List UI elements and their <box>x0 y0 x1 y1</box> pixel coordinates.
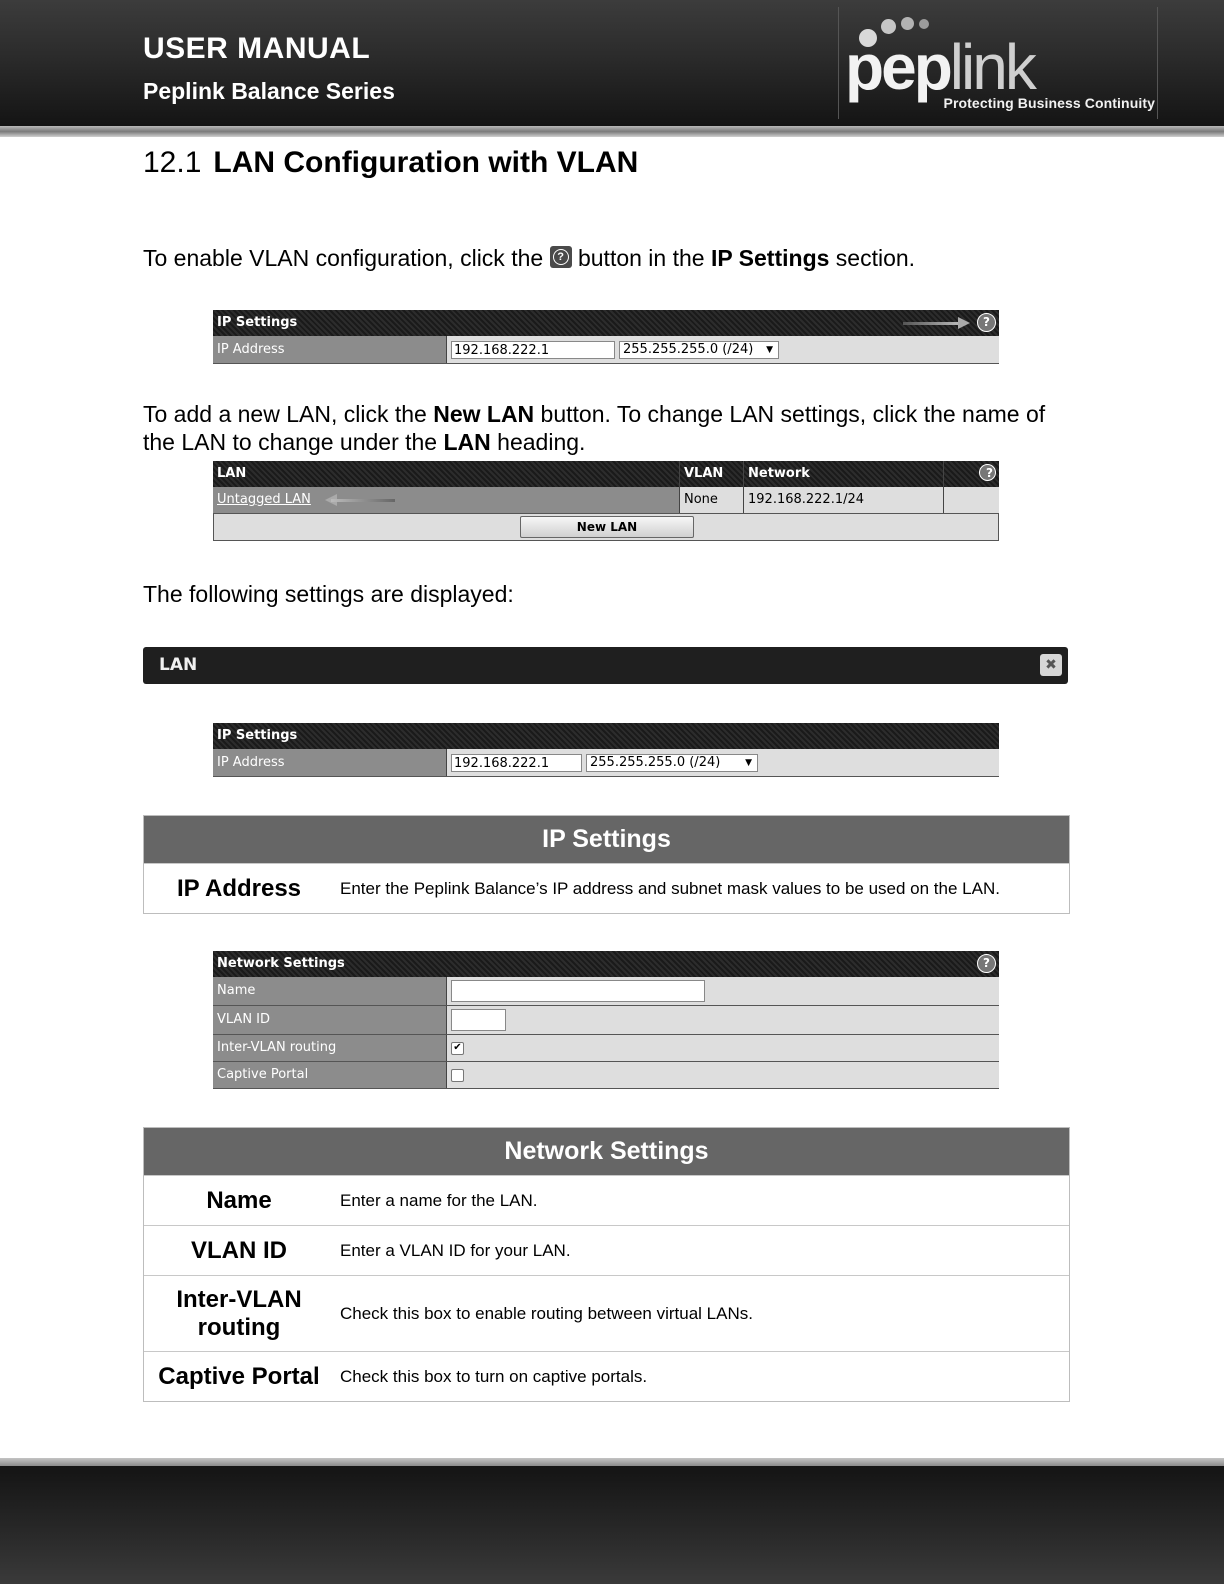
desc-value: Enter a VLAN ID for your LAN. <box>340 1240 571 1260</box>
subnet-mask-select[interactable]: 255.255.255.0 (/24) ▼ <box>619 341 779 359</box>
logo-word-pep: pep <box>845 31 950 103</box>
manual-subtitle: Peplink Balance Series <box>143 78 395 104</box>
table-row <box>144 863 1069 913</box>
captive-portal-row <box>213 1062 999 1089</box>
table-row <box>144 1275 1069 1351</box>
network-settings-title: Network Settings <box>217 956 345 971</box>
lan-table-screenshot <box>213 461 999 541</box>
intro-paragraph <box>143 244 1083 272</box>
vlan-id-value <box>447 1006 999 1034</box>
lan-dialog-titlebar <box>143 647 1068 684</box>
captive-portal-checkbox[interactable] <box>451 1069 464 1082</box>
pointer-arrow-head <box>958 317 970 329</box>
desc-table-header: IP Settings <box>144 816 1069 863</box>
vlan-id-input[interactable] <box>451 1009 506 1031</box>
desc-key: IP Address <box>176 874 302 902</box>
inter-vlan-checkbox[interactable]: ✔ <box>451 1042 464 1055</box>
empty-cell <box>944 487 999 513</box>
ip-settings-screenshot <box>213 310 999 364</box>
ip-address-input[interactable]: 192.168.222.1 <box>451 754 582 772</box>
desc-key: Captive Portal <box>158 1362 320 1390</box>
para1-bold: IP Settings <box>710 245 830 271</box>
table-row <box>144 1351 1069 1401</box>
inter-vlan-row <box>213 1035 999 1062</box>
section-number: 12.1 <box>143 146 202 179</box>
col-vlan: VLAN <box>680 461 744 487</box>
name-input[interactable] <box>451 980 705 1002</box>
peplink-logo <box>838 7 1158 119</box>
captive-portal-value <box>447 1062 999 1088</box>
name-label: Name <box>213 977 447 1005</box>
network-settings-header <box>213 951 999 977</box>
vlan-id-row <box>213 1006 999 1035</box>
para1-text-b: button in the <box>571 245 711 271</box>
desc-value: Check this box to turn on captive portals. <box>340 1366 648 1386</box>
vlan-id-label: VLAN ID <box>213 1006 447 1034</box>
vlan-cell: None <box>680 487 744 513</box>
network-cell: 192.168.222.1/24 <box>744 487 944 513</box>
dropdown-caret-icon: ▼ <box>766 344 773 355</box>
dropdown-caret-icon: ▼ <box>745 757 752 768</box>
para1-text-a: To enable VLAN configuration, click the <box>143 245 550 271</box>
section-heading: LAN Configuration with VLAN <box>213 146 639 179</box>
help-icon: ? <box>550 246 572 268</box>
page-header <box>0 0 1224 126</box>
desc-table-header: Network Settings <box>144 1128 1069 1175</box>
desc-key: Name <box>206 1186 272 1214</box>
desc-value: Check this box to enable routing between virtual LANs. <box>340 1303 753 1323</box>
para1-text-c: section. <box>829 245 916 271</box>
logo-dot <box>919 19 929 29</box>
col-network: Network <box>744 461 944 487</box>
desc-value: Enter a name for the LAN. <box>340 1190 538 1210</box>
pointer-arrow <box>331 499 395 502</box>
ip-address-input[interactable]: 192.168.222.1 <box>451 341 615 359</box>
ip-address-value <box>447 336 999 363</box>
ip-settings-header <box>213 723 999 749</box>
ip-address-row <box>213 336 999 364</box>
lan-dialog-title: LAN <box>159 655 198 675</box>
logo-dot <box>901 17 914 30</box>
desc-key: VLAN ID <box>191 1236 287 1264</box>
ip-address-row <box>213 749 999 777</box>
pointer-arrow <box>903 322 961 325</box>
close-icon[interactable]: ✖ <box>1040 654 1062 676</box>
ip-settings-title: IP Settings <box>217 728 298 743</box>
new-lan-button[interactable]: New LAN <box>520 516 694 538</box>
lan-name-cell <box>213 487 680 513</box>
section-title <box>143 146 638 180</box>
logo-word-link: link <box>949 31 1034 103</box>
ip-address-label: IP Address <box>213 749 447 776</box>
footer-rule <box>0 1458 1224 1466</box>
untagged-lan-link[interactable]: Untagged LAN <box>217 492 311 507</box>
captive-portal-label: Captive Portal <box>213 1062 447 1088</box>
lan-table-footer <box>213 514 999 541</box>
help-icon[interactable]: ? <box>979 464 996 481</box>
manual-title: USER MANUAL <box>143 32 371 65</box>
ip-settings-screenshot-2 <box>213 723 999 777</box>
ip-settings-title: IP Settings <box>217 315 298 330</box>
page-footer <box>0 1466 1224 1584</box>
logo-wordmark <box>845 31 1034 103</box>
col-lan: LAN <box>213 461 680 487</box>
network-settings-screenshot <box>213 951 999 1089</box>
logo-tagline: Protecting Business Continuity <box>943 95 1155 111</box>
header-rule <box>0 126 1224 137</box>
ip-address-value <box>447 749 999 776</box>
table-row <box>213 487 999 514</box>
lan-table-header <box>213 461 999 487</box>
ip-settings-header <box>213 310 999 336</box>
network-settings-description-table <box>143 1127 1070 1402</box>
desc-key: Inter-VLAN routing <box>176 1285 302 1341</box>
help-icon[interactable]: ? <box>977 954 996 973</box>
new-lan-paragraph: To add a new LAN, click the New LAN button. To change LAN settings, click the name of the LAN to change under the LAN heading. <box>143 401 1046 455</box>
inter-vlan-label: Inter-VLAN routing <box>213 1035 447 1061</box>
table-row <box>144 1225 1069 1275</box>
help-icon[interactable]: ? <box>977 313 996 332</box>
inter-vlan-value <box>447 1035 999 1061</box>
desc-value: Enter the Peplink Balance’s IP address and subnet mask values to be used on the LAN. <box>340 878 1000 898</box>
subnet-mask-select[interactable]: 255.255.255.0 (/24) ▼ <box>586 754 758 772</box>
ip-address-label: IP Address <box>213 336 447 363</box>
name-row <box>213 977 999 1006</box>
settings-intro: The following settings are displayed: <box>143 581 514 607</box>
ip-settings-description-table <box>143 815 1070 914</box>
table-row <box>144 1175 1069 1225</box>
name-value <box>447 977 999 1005</box>
